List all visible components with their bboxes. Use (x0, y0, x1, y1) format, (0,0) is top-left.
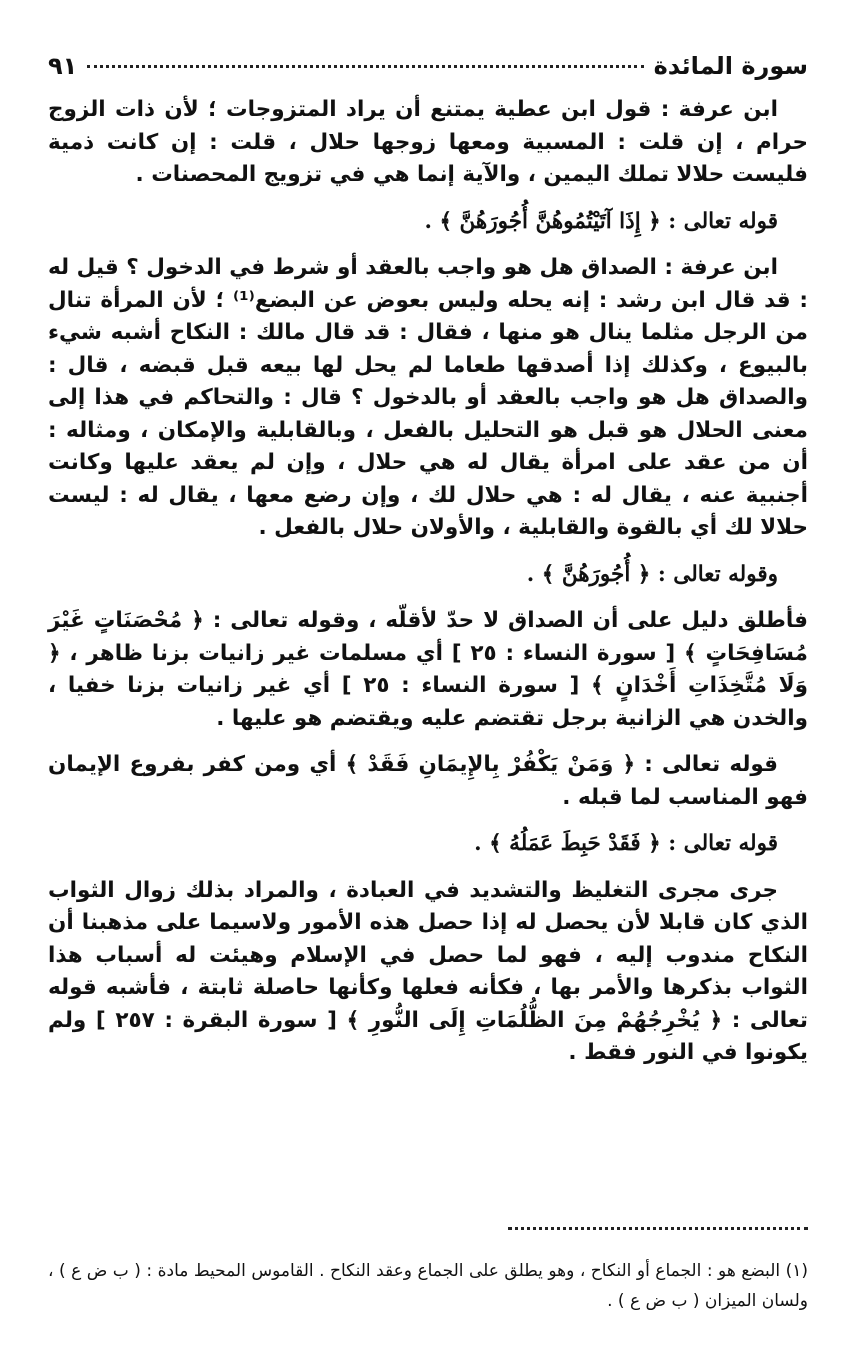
page-header (48, 52, 808, 88)
verse-heading: قوله تعالى : ﴿ فَقَدْ حَبِطَ عَمَلُهُ ﴾ . (474, 831, 778, 856)
paragraph: قوله تعالى : ﴿ وَمَنْ يَكْفُرْ بِالإِيمَانِ فَقَدْ ﴾ أي ومن كفر بفروع الإيمان فهو المناسب لما قبله . (48, 752, 808, 810)
book-page (48, 52, 808, 1347)
footnote: (١) البضع هو : الجماع أو النكاح ، وهو يطلق على الجماع وعقد النكاح . القاموس المحيط مادة : ( ب ض ع ) ، ولسان الميزان ( ب ض ع ) . (48, 1261, 808, 1311)
paragraph: ابن عرفة : الصداق هل هو واجب بالعقد أو شرط في الدخول ؟ قيل له : قد قال ابن رشد : إنه يحله وليس بعوض عن البضع⁽¹⁾ ؛ لأن المرأة تنال من الرجل مثلما ينال هو منها ، فقال : قد قال مالك : النكاح أشبه شيء بالبيوع ، وكذلك إذا أصدقها طعاما لم يحل لها بيعه قبل قبضه ، قال : والصداق هل هو واجب بالعقد أو بالدخول ؟ قال : والتحاكم في هذا إلى معنى الحلال هو قبل هو التحليل بالفعل ، وبالقابلية والإمكان ، ومثاله : أن من عقد على امرأة يقال له هي حلال ، وإن لم يعقد عليها وكانت أجنبية عنه ، يقال له : هي حلال لك ، وإن رضع معها ، يقال له : ليست حلالا لك أي بالقوة والقابلية ، والأولان حلال بالفعل . (48, 255, 808, 540)
page-number: ٩١ (48, 52, 78, 80)
verse-heading: وقوله تعالى : ﴿ أُجُورَهُنَّ ﴾ . (526, 561, 778, 587)
paragraph: فأطلق دليل على أن الصداق لا حدّ لأقلّه ، وقوله تعالى : ﴿ مُحْصَنَاتٍ غَيْرَ مُسَافِحَاتٍ ﴾ [ سورة النساء : ٢٥ ] أي مسلمات غير زانيات بزنا ظاهر ، ﴿ وَلَا مُتَّخِذَاتِ أَخْدَانٍ ﴾ [ سورة النساء : ٢٥ ] أي غير زانيات بزنا خفيا ، والخدن هي الزانية برجل تقتضم عليه ويقتضم هو عليها . (48, 608, 808, 731)
header-dotted-leader (87, 65, 643, 68)
page-body (48, 94, 808, 1070)
verse-heading: قوله تعالى : ﴿ إِذَا آتَيْتُمُوهُنَّ أُجُورَهُنَّ ﴾ . (424, 208, 778, 234)
footnote-separator (508, 1227, 808, 1230)
surah-title: سورة المائدة (653, 52, 808, 80)
paragraph: ابن عرفة : قول ابن عطية يمتنع أن يراد المتزوجات ؛ لأن ذات الزوج حرام ، إن قلت : المسبية ومعها زوجها حلال ، قلت : إن كانت ذمية فليست حلالا تملك اليمين ، والآية إنما هي في تزويج المحصنات . (48, 97, 808, 187)
footnotes (48, 1227, 808, 1316)
paragraph: جرى مجرى التغليظ والتشديد في العبادة ، والمراد بذلك زوال الثواب الذي كان قابلا لأن يحصل له إذا حصل هذه الأمور ولاسيما على مذهبنا أن النكاح مندوب إليه ، فهو لما حصل في الإسلام وهيئت له أسباب هذا الثواب بذكرها والأمر بها ، فكأنه فعلها وكأنها حاصلة ثابتة ، فأشبه قوله تعالى : ﴿ يُخْرِجُهُمْ مِنَ الظُّلُمَاتِ إِلَى النُّورِ ﴾ [ سورة البقرة : ٢٥٧ ] ولم يكونوا في النور فقط . (48, 877, 809, 1065)
